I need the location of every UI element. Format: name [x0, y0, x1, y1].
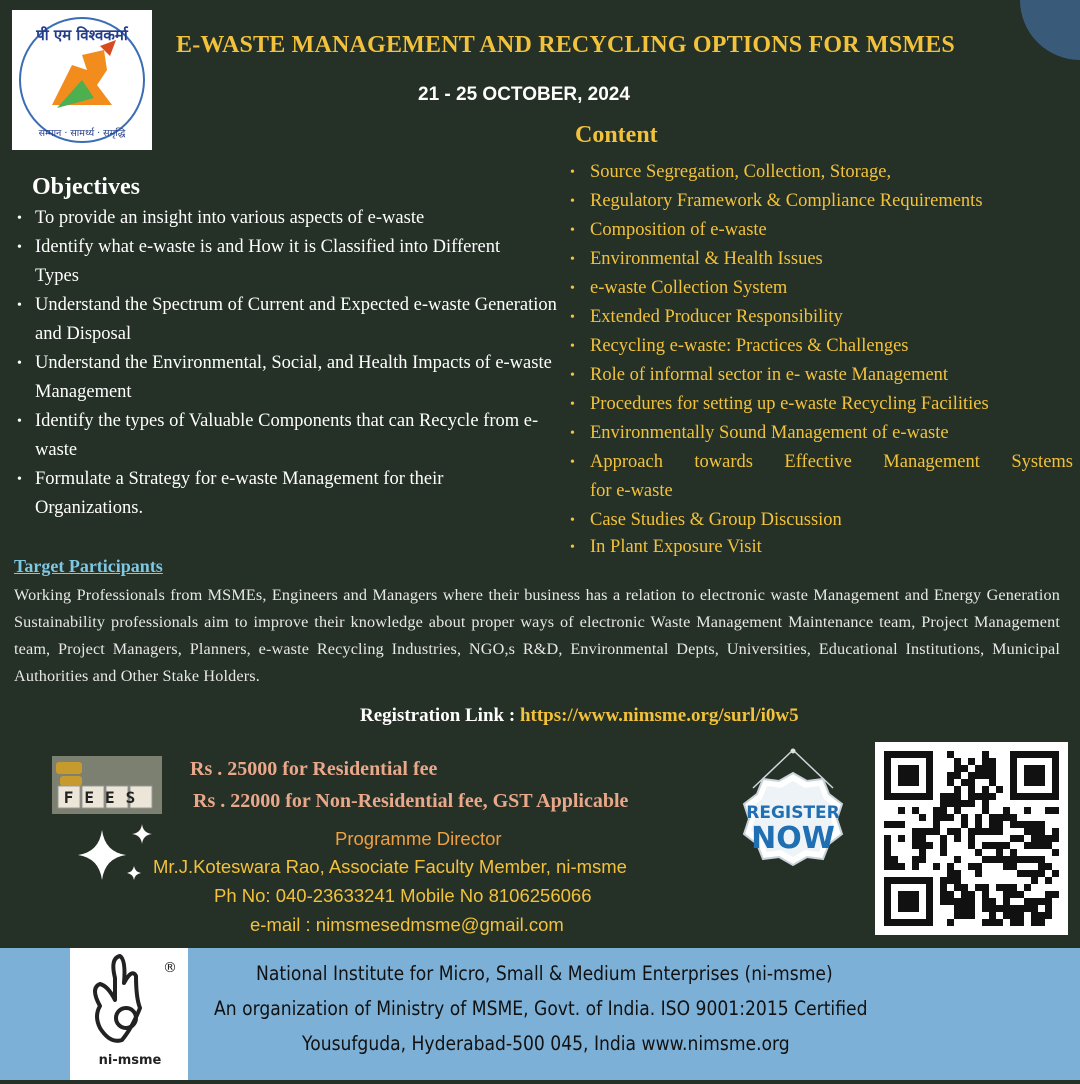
qr-module — [884, 849, 891, 856]
qr-module — [1045, 912, 1052, 919]
qr-module — [1003, 905, 1010, 912]
qr-module — [919, 856, 926, 863]
qr-finder — [898, 765, 919, 786]
qr-module — [1024, 884, 1031, 891]
qr-module — [940, 814, 947, 821]
qr-module — [1003, 912, 1010, 919]
qr-module — [947, 793, 954, 800]
qr-module — [940, 891, 947, 898]
qr-module — [961, 891, 968, 898]
qr-module — [982, 919, 989, 926]
content-item-text: • Approach towards Effective Management Systems — [590, 452, 1073, 472]
qr-module — [1045, 877, 1052, 884]
qr-code-image — [875, 742, 1068, 935]
qr-module — [1010, 849, 1017, 856]
qr-finder — [1024, 765, 1045, 786]
qr-module — [961, 905, 968, 912]
registration-line — [360, 705, 799, 727]
qr-module — [898, 807, 905, 814]
qr-module — [1010, 856, 1017, 863]
qr-module — [884, 842, 891, 849]
qr-module — [989, 856, 996, 863]
qr-module — [1038, 912, 1045, 919]
qr-module — [954, 800, 961, 807]
qr-module — [982, 800, 989, 807]
qr-module — [891, 821, 898, 828]
qr-module — [1031, 905, 1038, 912]
qr-module — [947, 800, 954, 807]
qr-module — [982, 884, 989, 891]
non-residential-fee: Rs . 22000 for Non-Residential fee, GST Applicable — [193, 790, 629, 812]
qr-module — [1010, 821, 1017, 828]
qr-module — [968, 898, 975, 905]
qr-module — [961, 884, 968, 891]
qr-module — [996, 786, 1003, 793]
qr-module — [968, 863, 975, 870]
qr-module — [940, 849, 947, 856]
qr-module — [891, 856, 898, 863]
qr-module — [1010, 863, 1017, 870]
qr-module — [968, 835, 975, 842]
qr-module — [982, 891, 989, 898]
qr-module — [1031, 870, 1038, 877]
pm-vishwakarma-logo — [12, 10, 152, 150]
qr-module — [1045, 891, 1052, 898]
qr-module — [1052, 828, 1059, 835]
qr-module — [968, 758, 975, 765]
qr-module — [989, 821, 996, 828]
content-item: • e-waste Collection System — [568, 274, 1073, 303]
register-badge-line1: REGISTER — [746, 803, 840, 823]
objective-item: • Understand the Spectrum of Current and Expected e-waste Generation and Disposal — [14, 291, 580, 349]
qr-module — [954, 786, 961, 793]
qr-module — [982, 786, 989, 793]
qr-module — [912, 856, 919, 863]
qr-module — [982, 793, 989, 800]
qr-module — [982, 898, 989, 905]
register-now-badge[interactable] — [723, 748, 863, 888]
qr-module — [982, 842, 989, 849]
qr-module — [1038, 870, 1045, 877]
logo-top-text: पी एम विश्वकर्मा — [36, 26, 128, 44]
qr-module — [968, 828, 975, 835]
qr-module — [1010, 891, 1017, 898]
programme-director-phone: Ph No: 040-23633241 Mobile No 8106256066 — [214, 885, 592, 906]
qr-module — [968, 779, 975, 786]
content-item: • Case Studies & Group Discussion — [568, 506, 1073, 535]
qr-module — [975, 814, 982, 821]
qr-module — [975, 765, 982, 772]
ni-msme-logo — [70, 948, 188, 1080]
qr-module — [982, 758, 989, 765]
content-item: • In Plant Exposure Visit — [568, 535, 1073, 560]
qr-module — [1031, 912, 1038, 919]
qr-module — [1045, 905, 1052, 912]
qr-module — [1017, 891, 1024, 898]
qr-module — [954, 912, 961, 919]
footer-organization-line: An organization of Ministry of MSME, Govt. of India. ISO 9001:2015 Certified — [214, 997, 868, 1020]
qr-module — [968, 786, 975, 793]
qr-module — [996, 919, 1003, 926]
qr-module — [975, 828, 982, 835]
qr-module — [1024, 856, 1031, 863]
qr-module — [884, 835, 891, 842]
sparkle-icon — [74, 818, 154, 888]
qr-module — [954, 765, 961, 772]
qr-module — [982, 905, 989, 912]
qr-module — [1031, 828, 1038, 835]
qr-module — [954, 905, 961, 912]
qr-module — [933, 807, 940, 814]
qr-module — [1052, 849, 1059, 856]
footer-institute-name: National Institute for Micro, Small & Medium Enterprises (ni-msme) — [256, 962, 833, 985]
fees-image — [52, 756, 162, 814]
qr-module — [982, 807, 989, 814]
qr-module — [912, 835, 919, 842]
qr-module — [947, 828, 954, 835]
qr-module — [919, 835, 926, 842]
registration-label: Registration Link : — [360, 705, 520, 726]
qr-module — [1038, 835, 1045, 842]
objective-item: • Identify the types of Valuable Components that can Recycle from e-waste — [14, 407, 580, 465]
objective-item: • Understand the Environmental, Social, and Health Impacts of e-waste Management — [14, 349, 580, 407]
qr-module — [975, 821, 982, 828]
qr-module — [1052, 891, 1059, 898]
qr-module — [919, 814, 926, 821]
qr-module — [1038, 863, 1045, 870]
qr-module — [996, 814, 1003, 821]
qr-module — [975, 884, 982, 891]
qr-module — [926, 842, 933, 849]
content-item: • Environmentally Sound Management of e-waste — [568, 419, 1073, 448]
qr-module — [1052, 807, 1059, 814]
qr-module — [996, 856, 1003, 863]
qr-module — [926, 828, 933, 835]
qr-module — [968, 842, 975, 849]
qr-module — [989, 814, 996, 821]
qr-module — [961, 821, 968, 828]
qr-module — [975, 793, 982, 800]
content-item: • Role of informal sector in e- waste Management — [568, 361, 1073, 390]
qr-module — [989, 898, 996, 905]
qr-module — [933, 828, 940, 835]
qr-module — [947, 877, 954, 884]
qr-module — [961, 814, 968, 821]
qr-module — [982, 765, 989, 772]
target-participants-heading: Target Participants — [14, 556, 163, 576]
qr-module — [996, 884, 1003, 891]
qr-module — [933, 814, 940, 821]
qr-module — [1024, 905, 1031, 912]
qr-module — [1045, 842, 1052, 849]
content-item: • Environmental & Health Issues — [568, 245, 1073, 274]
qr-module — [968, 800, 975, 807]
logo-bottom-text: सम्मान · सामर्थ्य · समृद्धि — [38, 128, 126, 139]
qr-module — [996, 842, 1003, 849]
objective-item: • To provide an insight into various aspects of e-waste — [14, 204, 580, 233]
qr-module — [947, 919, 954, 926]
objectives-heading: Objectives — [32, 174, 140, 200]
qr-module — [1010, 919, 1017, 926]
qr-module — [947, 898, 954, 905]
qr-module — [912, 842, 919, 849]
programme-director-email[interactable]: e-mail : nimsmesedmsme@gmail.com — [250, 914, 564, 935]
qr-module — [891, 863, 898, 870]
registration-qr-code[interactable] — [875, 742, 1068, 935]
qr-module — [919, 828, 926, 835]
qr-module — [1052, 835, 1059, 842]
qr-module — [989, 765, 996, 772]
qr-module — [884, 856, 891, 863]
qr-module — [1017, 870, 1024, 877]
qr-module — [975, 870, 982, 877]
qr-module — [961, 779, 968, 786]
qr-module — [989, 842, 996, 849]
objectives-list — [14, 204, 580, 523]
footer-logo-registered-mark: ® — [163, 960, 177, 976]
content-heading: Content — [575, 122, 658, 148]
qr-module — [947, 870, 954, 877]
content-item — [568, 448, 1073, 506]
qr-module — [940, 800, 947, 807]
qr-module — [961, 800, 968, 807]
qr-module — [1017, 905, 1024, 912]
qr-module — [947, 772, 954, 779]
qr-module — [947, 814, 954, 821]
qr-module — [1003, 856, 1010, 863]
footer-address-line: Yousufguda, Hyderabad-500 045, India www.nimsme.org — [302, 1032, 790, 1055]
content-list — [568, 158, 1073, 560]
qr-module — [975, 863, 982, 870]
qr-module — [1045, 863, 1052, 870]
qr-module — [1031, 877, 1038, 884]
qr-module — [954, 758, 961, 765]
qr-module — [1017, 856, 1024, 863]
page-title: E-WASTE MANAGEMENT AND RECYCLING OPTIONS FOR MSMES — [176, 32, 955, 58]
qr-module — [919, 842, 926, 849]
content-item-continuation: for e-waste — [590, 481, 673, 501]
qr-module — [947, 891, 954, 898]
qr-module — [898, 863, 905, 870]
qr-module — [1010, 912, 1017, 919]
qr-module — [1017, 835, 1024, 842]
qr-module — [912, 863, 919, 870]
residential-fee: Rs . 25000 for Residential fee — [190, 758, 438, 780]
qr-module — [968, 905, 975, 912]
target-participants-text: Working Professionals from MSMEs, Engineers and Managers where their business has a relation to electronic waste Management and Energy Generation Sustainability professionals aim to improve their knowledge about proper ways of electronic Waste Management Maintenance team, Project Management team, Project Managers, Planners, e-waste Recycling Industries, NGO,s R&D, Environmental Depts, Universities, Educational Institutions, Municipal Authorities and Other Stake Holders. — [14, 586, 1060, 685]
qr-module — [947, 779, 954, 786]
qr-module — [954, 884, 961, 891]
qr-module — [1038, 828, 1045, 835]
qr-module — [898, 821, 905, 828]
qr-module — [1003, 814, 1010, 821]
qr-module — [1031, 919, 1038, 926]
qr-module — [884, 863, 891, 870]
qr-module — [954, 793, 961, 800]
qr-module — [1038, 821, 1045, 828]
qr-module — [954, 870, 961, 877]
qr-module — [940, 898, 947, 905]
qr-module — [884, 821, 891, 828]
qr-module — [982, 828, 989, 835]
register-badge-line2: NOW — [751, 821, 835, 856]
qr-module — [982, 856, 989, 863]
qr-module — [996, 821, 1003, 828]
content-item: • Composition of e-waste — [568, 216, 1073, 245]
qr-module — [1038, 856, 1045, 863]
objective-item: • Identify what e-waste is and How it is Classified into Different Types — [14, 233, 515, 291]
qr-module — [1010, 884, 1017, 891]
qr-module — [968, 772, 975, 779]
qr-module — [1010, 835, 1017, 842]
qr-module — [1038, 898, 1045, 905]
content-item: • Source Segregation, Collection, Storage, — [568, 158, 1073, 187]
qr-module — [1003, 807, 1010, 814]
qr-module — [1017, 821, 1024, 828]
qr-module — [919, 849, 926, 856]
content-item: • Procedures for setting up e-waste Recycling Facilities — [568, 390, 1073, 419]
programme-director-label: Programme Director — [335, 828, 502, 849]
qr-module — [989, 793, 996, 800]
objective-item: • Formulate a Strategy for e-waste Management for their Organizations. — [14, 465, 555, 523]
qr-module — [940, 884, 947, 891]
qr-module — [989, 772, 996, 779]
qr-module — [954, 828, 961, 835]
qr-module — [996, 905, 1003, 912]
qr-module — [1010, 814, 1017, 821]
qr-module — [989, 779, 996, 786]
qr-module — [1031, 842, 1038, 849]
qr-module — [1024, 807, 1031, 814]
qr-module — [940, 793, 947, 800]
qr-module — [1031, 835, 1038, 842]
programme-director-name: Mr.J.Koteswara Rao, Associate Faculty Member, ni-msme — [153, 856, 627, 877]
registration-link[interactable]: https://www.nimsme.org/surl/i0w5 — [519, 705, 799, 726]
program-dates: 21 - 25 OCTOBER, 2024 — [418, 84, 630, 105]
qr-module — [1045, 898, 1052, 905]
qr-module — [968, 793, 975, 800]
qr-module — [1045, 807, 1052, 814]
qr-module — [954, 898, 961, 905]
content-item: • Recycling e-waste: Practices & Challenges — [568, 332, 1073, 361]
qr-module — [1031, 821, 1038, 828]
corner-accent — [1020, 0, 1080, 60]
qr-module — [1010, 905, 1017, 912]
footer-logo-text: ni-msme — [98, 1053, 162, 1068]
qr-module — [954, 856, 961, 863]
qr-module — [1024, 821, 1031, 828]
qr-module — [940, 835, 947, 842]
qr-module — [947, 863, 954, 870]
qr-module — [1024, 870, 1031, 877]
content-item: • Extended Producer Responsibility — [568, 303, 1073, 332]
qr-module — [1003, 898, 1010, 905]
qr-module — [940, 877, 947, 884]
qr-module — [947, 751, 954, 758]
qr-module — [933, 821, 940, 828]
qr-module — [968, 891, 975, 898]
qr-module — [1031, 856, 1038, 863]
qr-module — [989, 919, 996, 926]
qr-module — [1024, 828, 1031, 835]
qr-module — [1017, 912, 1024, 919]
qr-module — [961, 912, 968, 919]
qr-module — [954, 877, 961, 884]
qr-module — [989, 905, 996, 912]
qr-module — [968, 912, 975, 919]
qr-finder — [898, 891, 919, 912]
qr-module — [1017, 919, 1024, 926]
qr-module — [961, 898, 968, 905]
qr-module — [1024, 842, 1031, 849]
qr-module — [912, 807, 919, 814]
qr-module — [1038, 842, 1045, 849]
qr-module — [1003, 884, 1010, 891]
qr-module — [1038, 919, 1045, 926]
qr-module — [940, 807, 947, 814]
qr-module — [954, 772, 961, 779]
qr-module — [996, 849, 1003, 856]
qr-module — [1052, 870, 1059, 877]
fees-image-label: FEES — [63, 788, 147, 807]
content-item: • Regulatory Framework & Compliance Requirements — [568, 187, 1073, 216]
qr-module — [1045, 835, 1052, 842]
qr-module — [982, 751, 989, 758]
qr-module — [912, 828, 919, 835]
qr-module — [1003, 842, 1010, 849]
qr-module — [898, 835, 905, 842]
qr-module — [996, 828, 1003, 835]
qr-module — [954, 835, 961, 842]
qr-module — [989, 828, 996, 835]
qr-module — [940, 842, 947, 849]
qr-module — [1024, 898, 1031, 905]
qr-module — [961, 765, 968, 772]
qr-module — [933, 863, 940, 870]
qr-module — [989, 912, 996, 919]
qr-module — [954, 807, 961, 814]
qr-module — [1031, 898, 1038, 905]
qr-module — [982, 772, 989, 779]
qr-module — [989, 758, 996, 765]
qr-module — [975, 772, 982, 779]
qr-module — [1003, 863, 1010, 870]
qr-module — [1003, 891, 1010, 898]
qr-module — [975, 849, 982, 856]
